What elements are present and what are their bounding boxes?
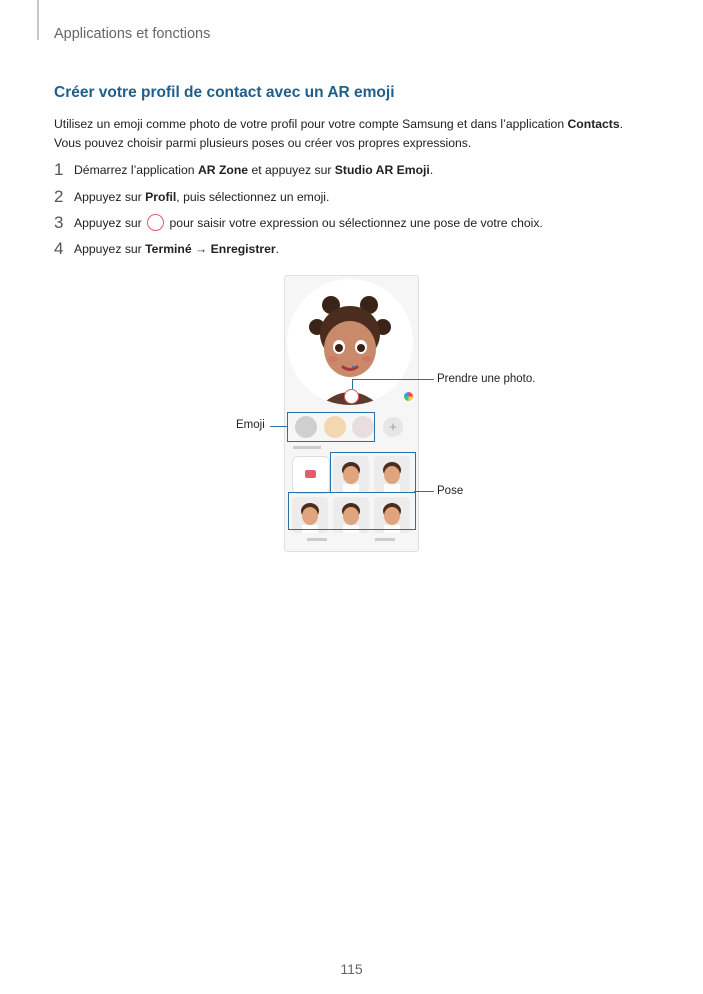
callout-photo-label: Prendre une photo. — [437, 373, 536, 385]
step-text: Appuyez sur — [74, 190, 146, 204]
done-button[interactable] — [375, 538, 395, 541]
step-2 — [54, 187, 329, 207]
step-text: , puis sélectionnez un emoji. — [176, 190, 330, 204]
camera-tile[interactable] — [292, 456, 330, 494]
intro-period: . — [619, 117, 624, 131]
callout-line-pose — [414, 491, 434, 492]
intro-text: Utilisez un emoji comme photo de votre profil pour votre compte Samsung et dans l’application — [54, 117, 568, 131]
avatar-preview — [287, 279, 413, 405]
step-bold: Terminé — [145, 242, 192, 256]
step-number: 2 — [54, 187, 64, 206]
callout-pose-label: Pose — [437, 485, 464, 497]
step-4 — [54, 239, 279, 259]
callout-line — [352, 366, 354, 367]
step-text: pour saisir votre expression ou sélectionnez une pose de votre choix. — [166, 216, 543, 230]
step-text: Appuyez sur — [74, 216, 146, 230]
callout-line-emoji — [270, 426, 287, 427]
add-emoji-button[interactable]: + — [383, 417, 403, 437]
capture-circle-icon — [147, 214, 164, 231]
intro-text-line2: Vous pouvez choisir parmi plusieurs poses ou créer vos propres expressions. — [54, 136, 472, 150]
section-header: Applications et fonctions — [54, 26, 211, 42]
callout-emoji-label: Emoji — [236, 419, 265, 431]
step-1 — [54, 160, 433, 180]
intro-bold-contacts: Contacts — [567, 117, 620, 131]
cancel-button[interactable] — [307, 538, 327, 541]
step-text: . — [429, 163, 434, 177]
step-bold: Studio AR Emoji — [334, 163, 430, 177]
color-palette-icon[interactable] — [404, 392, 413, 401]
callout-line-photo-vertical — [352, 379, 353, 389]
page-number: 115 — [340, 961, 363, 977]
intro-paragraph — [54, 115, 654, 153]
step-text: Démarrez l’application — [74, 163, 198, 177]
page-margin-rule — [37, 0, 39, 40]
callout-pose-box-bottom — [288, 492, 416, 530]
section-label-bar — [293, 446, 321, 449]
step-bold: Profil — [145, 190, 177, 204]
arrow: → — [191, 242, 211, 256]
step-number: 1 — [54, 160, 64, 179]
step-text: et appuyez sur — [248, 163, 335, 177]
callout-emoji-box — [287, 412, 375, 442]
step-bold: AR Zone — [197, 163, 249, 177]
step-number: 4 — [54, 239, 64, 258]
emoji-avatar-illustration — [287, 279, 413, 405]
step-3 — [54, 213, 543, 233]
capture-button[interactable] — [344, 389, 359, 404]
callout-pose-box-top — [330, 452, 416, 493]
callout-line-photo — [352, 379, 434, 380]
step-number: 3 — [54, 213, 64, 232]
camera-icon — [305, 470, 316, 478]
page-title: Créer votre profil de contact avec un AR emoji — [54, 84, 395, 101]
step-text: Appuyez sur — [74, 242, 146, 256]
step-text: . — [275, 242, 280, 256]
step-bold: Enregistrer — [210, 242, 276, 256]
